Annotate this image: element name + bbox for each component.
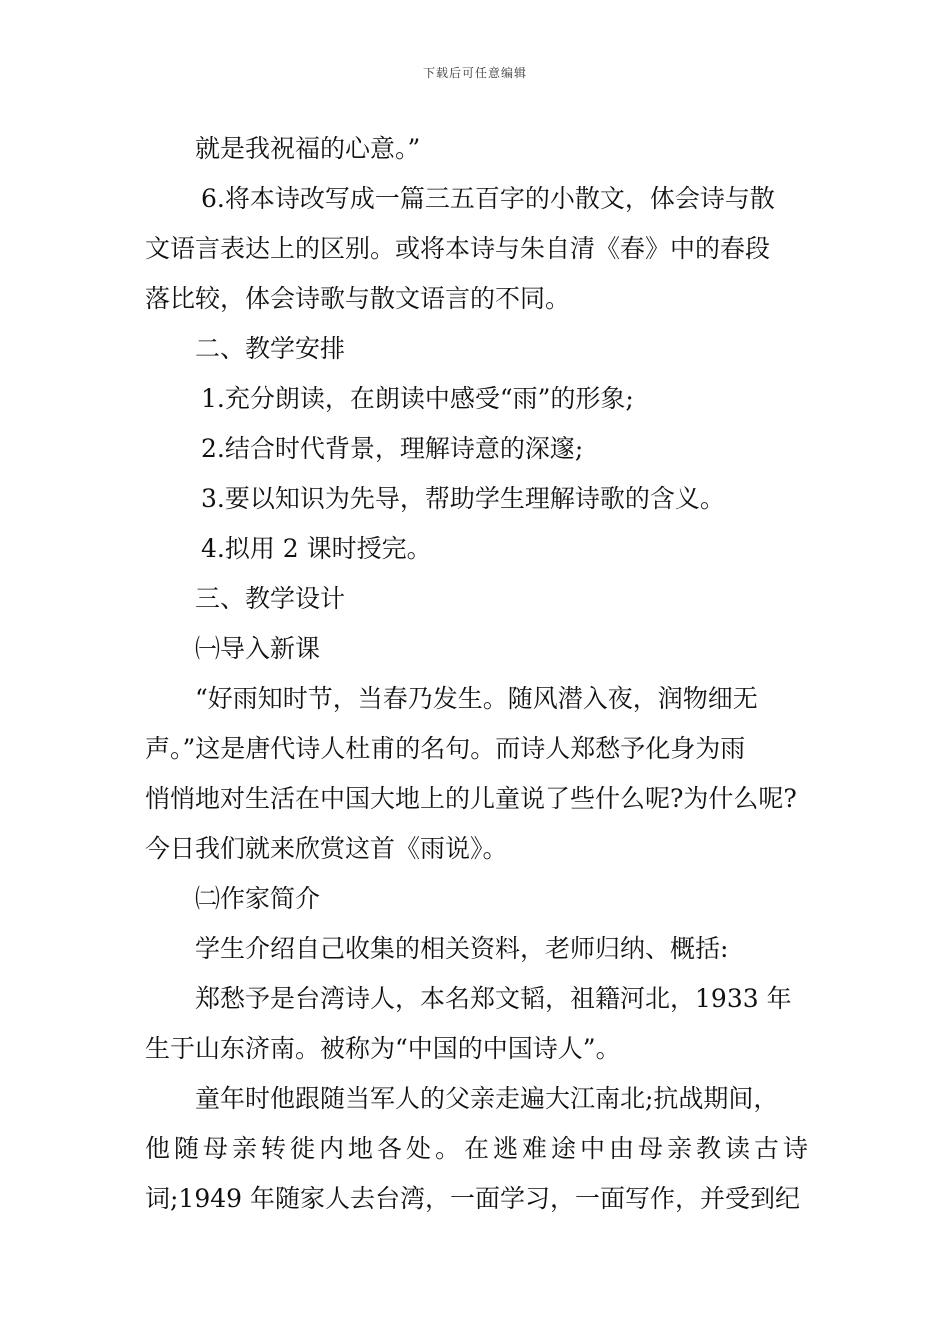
page-header: 下载后可任意编辑	[422, 66, 527, 80]
text-line: 今日我们就来欣赏这首《雨说》。	[145, 834, 508, 863]
section-heading: 二、教学安排	[195, 334, 346, 363]
text-line: 郑愁予是台湾诗人，本名郑文韬，祖籍河北，1933 年	[195, 984, 792, 1013]
subsection-heading: ㈠导入新课	[195, 634, 321, 663]
text-line: 落比较，体会诗歌与散文语言的不同。	[145, 284, 571, 313]
text-line: 词;1949 年随家人去台湾，一面学习，一面写作，并受到纪	[145, 1184, 800, 1213]
list-item: 4.拟用 2 课时授完。	[201, 534, 432, 563]
list-item: 3.要以知识为先导，帮助学生理解诗歌的含义。	[201, 484, 725, 513]
text-line: “好雨知时节，当春乃发生。随风潜入夜，润物细无	[195, 684, 758, 713]
text-line: 6.将本诗改写成一篇三五百字的小散文，体会诗与散	[201, 184, 775, 213]
text-line: 文语言表达上的区别。或将本诗与朱自清《春》中的春段	[145, 234, 771, 263]
text-line: 生于山东济南。被称为“中国的中国诗人”。	[145, 1034, 621, 1063]
text-line: 童年时他跟随当军人的父亲走遍大江南北;抗战期间，	[195, 1084, 779, 1113]
text-line: 声。”这是唐代诗人杜甫的名句。而诗人郑愁予化身为雨	[145, 734, 746, 763]
text-line: 就是我祝福的心意。”	[195, 134, 421, 163]
list-item: 2.结合时代背景，理解诗意的深邃;	[201, 434, 584, 463]
text-line: 悄悄地对生活在中国大地上的儿童说了些什么呢?为什么呢?	[145, 784, 797, 813]
section-heading: 三、教学设计	[195, 584, 346, 613]
document-body	[145, 124, 817, 1224]
text-line: 学生介绍自己收集的相关资料，老师归纳、概括:	[195, 934, 729, 963]
text-line: 他随母亲转徙内地各处。在逃难途中由母亲教读古诗	[145, 1134, 813, 1163]
list-item: 1.充分朗读，在朗读中感受“雨”的形象;	[201, 384, 634, 413]
subsection-heading: ㈡作家简介	[195, 884, 321, 913]
